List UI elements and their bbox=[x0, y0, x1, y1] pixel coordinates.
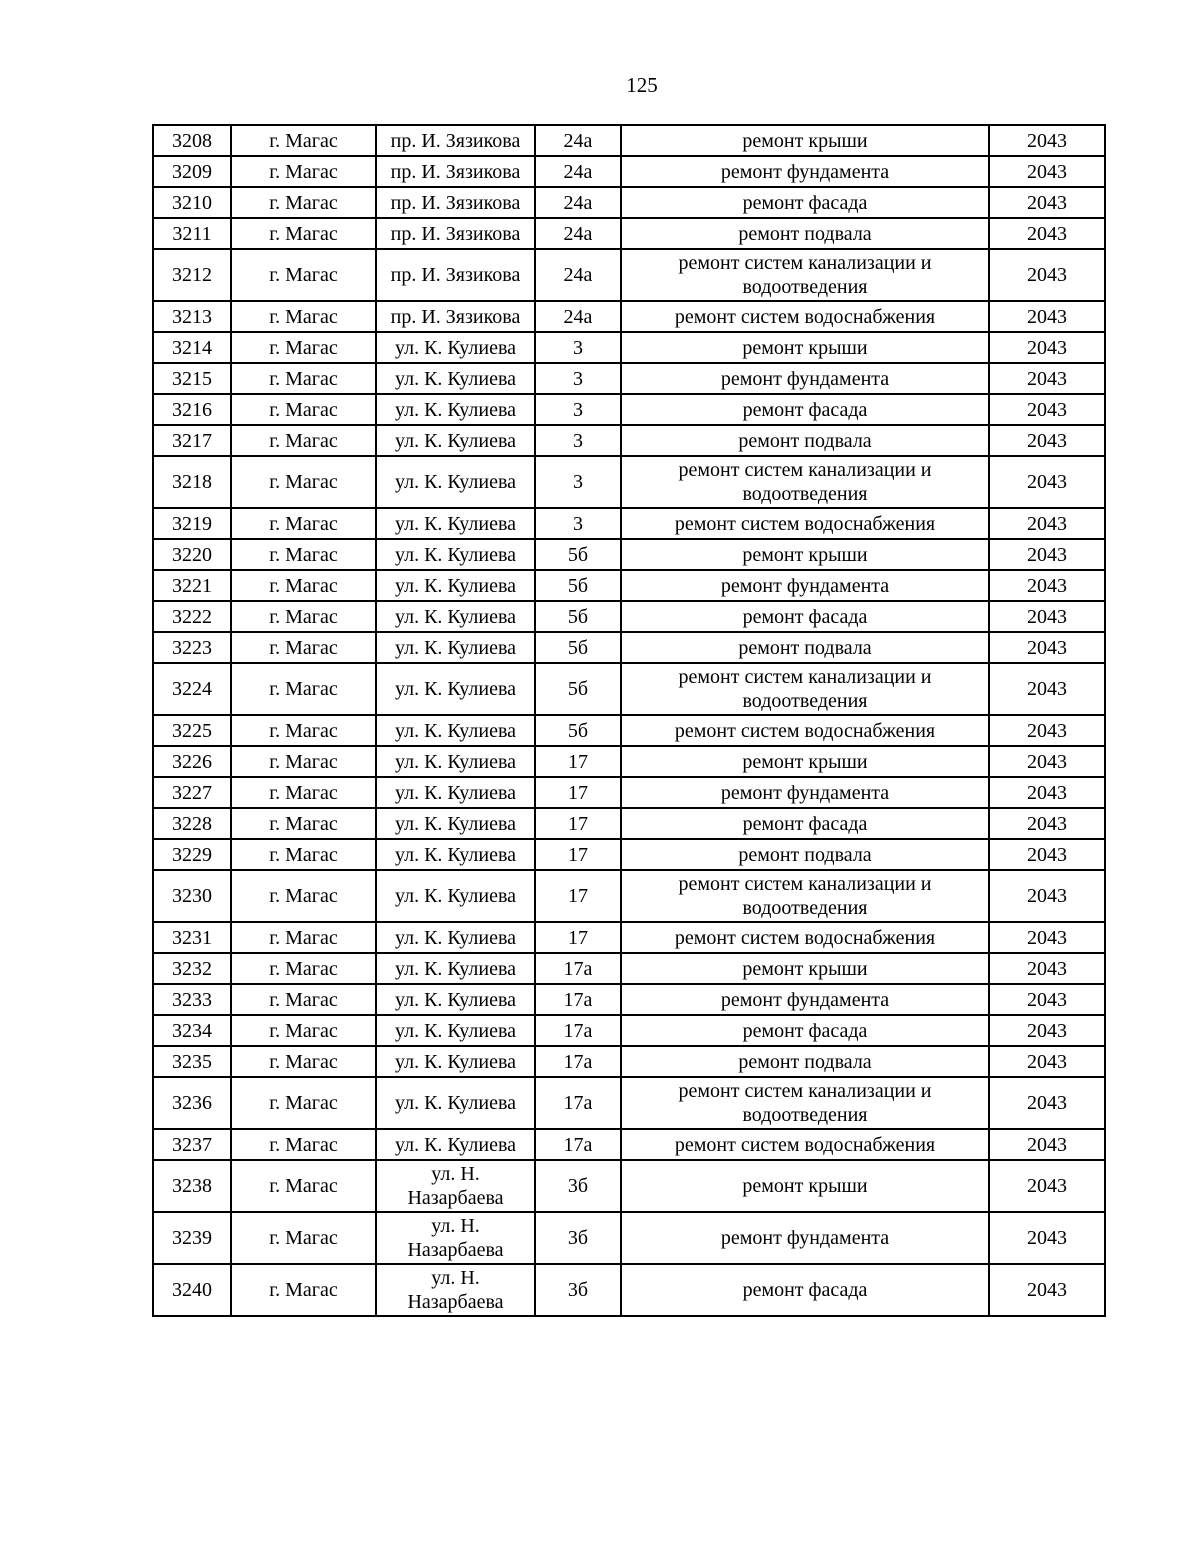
work-type-cell: ремонт фасада bbox=[621, 394, 989, 425]
work-type-cell: ремонт фасада bbox=[621, 601, 989, 632]
house-number-cell: 24а bbox=[535, 218, 621, 249]
table-row bbox=[153, 870, 1105, 922]
city-cell: г. Магас bbox=[231, 715, 376, 746]
street-cell: ул. К. Кулиева bbox=[376, 539, 535, 570]
city-cell: г. Магас bbox=[231, 777, 376, 808]
work-type-cell: ремонт систем водоснабжения bbox=[621, 1129, 989, 1160]
year-cell: 2043 bbox=[989, 363, 1105, 394]
house-number-cell: 17а bbox=[535, 1015, 621, 1046]
row-number-cell: 3222 bbox=[153, 601, 231, 632]
work-type-cell: ремонт систем канализации и водоотведения bbox=[621, 663, 989, 715]
street-cell: ул. К. Кулиева bbox=[376, 394, 535, 425]
table-row bbox=[153, 570, 1105, 601]
row-number-cell: 3234 bbox=[153, 1015, 231, 1046]
table-body bbox=[153, 125, 1105, 1316]
year-cell: 2043 bbox=[989, 456, 1105, 508]
street-cell: ул. К. Кулиева bbox=[376, 1129, 535, 1160]
table-row bbox=[153, 984, 1105, 1015]
work-type-cell: ремонт систем водоснабжения bbox=[621, 922, 989, 953]
table-row bbox=[153, 156, 1105, 187]
house-number-cell: 5б bbox=[535, 632, 621, 663]
house-number-cell: 5б bbox=[535, 539, 621, 570]
page-number: 125 bbox=[626, 73, 658, 97]
table-row bbox=[153, 1212, 1105, 1264]
work-type-cell: ремонт фундамента bbox=[621, 156, 989, 187]
city-cell: г. Магас bbox=[231, 601, 376, 632]
street-cell: ул. Н. Назарбаева bbox=[376, 1160, 535, 1212]
work-type-cell: ремонт крыши bbox=[621, 746, 989, 777]
row-number-cell: 3229 bbox=[153, 839, 231, 870]
city-cell: г. Магас bbox=[231, 218, 376, 249]
year-cell: 2043 bbox=[989, 218, 1105, 249]
work-type-cell: ремонт крыши bbox=[621, 125, 989, 156]
house-number-cell: 17а bbox=[535, 953, 621, 984]
city-cell: г. Магас bbox=[231, 156, 376, 187]
city-cell: г. Магас bbox=[231, 539, 376, 570]
city-cell: г. Магас bbox=[231, 301, 376, 332]
city-cell: г. Магас bbox=[231, 839, 376, 870]
work-type-cell: ремонт систем канализации и водоотведения bbox=[621, 1077, 989, 1129]
house-number-cell: 5б bbox=[535, 715, 621, 746]
street-cell: ул. К. Кулиева bbox=[376, 922, 535, 953]
street-cell: ул. К. Кулиева bbox=[376, 332, 535, 363]
year-cell: 2043 bbox=[989, 808, 1105, 839]
house-number-cell: 3 bbox=[535, 508, 621, 539]
year-cell: 2043 bbox=[989, 632, 1105, 663]
house-number-cell: 5б bbox=[535, 601, 621, 632]
house-number-cell: 3б bbox=[535, 1264, 621, 1316]
table-row bbox=[153, 746, 1105, 777]
street-cell: ул. К. Кулиева bbox=[376, 953, 535, 984]
year-cell: 2043 bbox=[989, 539, 1105, 570]
city-cell: г. Магас bbox=[231, 394, 376, 425]
table-row bbox=[153, 1015, 1105, 1046]
table-row bbox=[153, 839, 1105, 870]
year-cell: 2043 bbox=[989, 1264, 1105, 1316]
table-row bbox=[153, 1077, 1105, 1129]
year-cell: 2043 bbox=[989, 1129, 1105, 1160]
street-cell: ул. К. Кулиева bbox=[376, 808, 535, 839]
table-row bbox=[153, 715, 1105, 746]
year-cell: 2043 bbox=[989, 394, 1105, 425]
work-type-cell: ремонт фундамента bbox=[621, 1212, 989, 1264]
house-number-cell: 17 bbox=[535, 870, 621, 922]
row-number-cell: 3220 bbox=[153, 539, 231, 570]
row-number-cell: 3235 bbox=[153, 1046, 231, 1077]
table-row bbox=[153, 218, 1105, 249]
street-cell: ул. К. Кулиева bbox=[376, 456, 535, 508]
house-number-cell: 17 bbox=[535, 746, 621, 777]
year-cell: 2043 bbox=[989, 922, 1105, 953]
house-number-cell: 3б bbox=[535, 1160, 621, 1212]
table-row bbox=[153, 953, 1105, 984]
year-cell: 2043 bbox=[989, 870, 1105, 922]
city-cell: г. Магас bbox=[231, 1160, 376, 1212]
street-cell: ул. Н. Назарбаева bbox=[376, 1212, 535, 1264]
table-row bbox=[153, 301, 1105, 332]
year-cell: 2043 bbox=[989, 715, 1105, 746]
city-cell: г. Магас bbox=[231, 332, 376, 363]
city-cell: г. Магас bbox=[231, 1212, 376, 1264]
city-cell: г. Магас bbox=[231, 508, 376, 539]
work-type-cell: ремонт подвала bbox=[621, 1046, 989, 1077]
work-type-cell: ремонт крыши bbox=[621, 1160, 989, 1212]
row-number-cell: 3221 bbox=[153, 570, 231, 601]
table-row bbox=[153, 125, 1105, 156]
work-type-cell: ремонт систем канализации и водоотведения bbox=[621, 249, 989, 301]
house-number-cell: 17а bbox=[535, 984, 621, 1015]
table-row bbox=[153, 332, 1105, 363]
table-row bbox=[153, 1160, 1105, 1212]
year-cell: 2043 bbox=[989, 125, 1105, 156]
row-number-cell: 3213 bbox=[153, 301, 231, 332]
house-number-cell: 17 bbox=[535, 922, 621, 953]
table-row bbox=[153, 394, 1105, 425]
table-row bbox=[153, 632, 1105, 663]
table-row bbox=[153, 249, 1105, 301]
street-cell: ул. К. Кулиева bbox=[376, 839, 535, 870]
row-number-cell: 3239 bbox=[153, 1212, 231, 1264]
house-number-cell: 3 bbox=[535, 332, 621, 363]
row-number-cell: 3215 bbox=[153, 363, 231, 394]
house-number-cell: 24а bbox=[535, 301, 621, 332]
year-cell: 2043 bbox=[989, 156, 1105, 187]
house-number-cell: 3 bbox=[535, 456, 621, 508]
city-cell: г. Магас bbox=[231, 663, 376, 715]
city-cell: г. Магас bbox=[231, 1129, 376, 1160]
city-cell: г. Магас bbox=[231, 1046, 376, 1077]
year-cell: 2043 bbox=[989, 601, 1105, 632]
row-number-cell: 3223 bbox=[153, 632, 231, 663]
table-row bbox=[153, 601, 1105, 632]
work-type-cell: ремонт подвала bbox=[621, 839, 989, 870]
city-cell: г. Магас bbox=[231, 425, 376, 456]
year-cell: 2043 bbox=[989, 1160, 1105, 1212]
row-number-cell: 3240 bbox=[153, 1264, 231, 1316]
city-cell: г. Магас bbox=[231, 808, 376, 839]
work-type-cell: ремонт фасада bbox=[621, 1264, 989, 1316]
row-number-cell: 3238 bbox=[153, 1160, 231, 1212]
house-number-cell: 3 bbox=[535, 394, 621, 425]
year-cell: 2043 bbox=[989, 953, 1105, 984]
row-number-cell: 3233 bbox=[153, 984, 231, 1015]
table-row bbox=[153, 663, 1105, 715]
row-number-cell: 3218 bbox=[153, 456, 231, 508]
row-number-cell: 3224 bbox=[153, 663, 231, 715]
row-number-cell: 3228 bbox=[153, 808, 231, 839]
table-row bbox=[153, 456, 1105, 508]
street-cell: ул. К. Кулиева bbox=[376, 601, 535, 632]
street-cell: ул. К. Кулиева bbox=[376, 632, 535, 663]
city-cell: г. Магас bbox=[231, 125, 376, 156]
year-cell: 2043 bbox=[989, 777, 1105, 808]
work-type-cell: ремонт систем водоснабжения bbox=[621, 715, 989, 746]
year-cell: 2043 bbox=[989, 1212, 1105, 1264]
work-type-cell: ремонт систем водоснабжения bbox=[621, 508, 989, 539]
year-cell: 2043 bbox=[989, 332, 1105, 363]
work-type-cell: ремонт фундамента bbox=[621, 570, 989, 601]
city-cell: г. Магас bbox=[231, 870, 376, 922]
row-number-cell: 3209 bbox=[153, 156, 231, 187]
house-number-cell: 3б bbox=[535, 1212, 621, 1264]
work-type-cell: ремонт фундамента bbox=[621, 984, 989, 1015]
work-type-cell: ремонт систем водоснабжения bbox=[621, 301, 989, 332]
house-number-cell: 24а bbox=[535, 125, 621, 156]
row-number-cell: 3227 bbox=[153, 777, 231, 808]
city-cell: г. Магас bbox=[231, 363, 376, 394]
street-cell: ул. К. Кулиева bbox=[376, 870, 535, 922]
row-number-cell: 3231 bbox=[153, 922, 231, 953]
row-number-cell: 3210 bbox=[153, 187, 231, 218]
row-number-cell: 3225 bbox=[153, 715, 231, 746]
table-row bbox=[153, 425, 1105, 456]
street-cell: пр. И. Зязикова bbox=[376, 156, 535, 187]
table-row bbox=[153, 363, 1105, 394]
house-number-cell: 5б bbox=[535, 663, 621, 715]
year-cell: 2043 bbox=[989, 187, 1105, 218]
city-cell: г. Магас bbox=[231, 456, 376, 508]
table-row bbox=[153, 1046, 1105, 1077]
house-number-cell: 3 bbox=[535, 425, 621, 456]
house-number-cell: 3 bbox=[535, 363, 621, 394]
city-cell: г. Магас bbox=[231, 632, 376, 663]
house-number-cell: 17 bbox=[535, 808, 621, 839]
city-cell: г. Магас bbox=[231, 187, 376, 218]
work-type-cell: ремонт подвала bbox=[621, 632, 989, 663]
row-number-cell: 3226 bbox=[153, 746, 231, 777]
house-number-cell: 17а bbox=[535, 1129, 621, 1160]
table-row bbox=[153, 1264, 1105, 1316]
house-number-cell: 24а bbox=[535, 156, 621, 187]
table-row bbox=[153, 922, 1105, 953]
table-row bbox=[153, 1129, 1105, 1160]
city-cell: г. Магас bbox=[231, 1077, 376, 1129]
work-type-cell: ремонт фасада bbox=[621, 187, 989, 218]
street-cell: пр. И. Зязикова bbox=[376, 187, 535, 218]
year-cell: 2043 bbox=[989, 1077, 1105, 1129]
street-cell: ул. К. Кулиева bbox=[376, 663, 535, 715]
street-cell: ул. К. Кулиева bbox=[376, 746, 535, 777]
work-type-cell: ремонт подвала bbox=[621, 425, 989, 456]
house-number-cell: 17а bbox=[535, 1077, 621, 1129]
street-cell: пр. И. Зязикова bbox=[376, 301, 535, 332]
house-number-cell: 24а bbox=[535, 187, 621, 218]
city-cell: г. Магас bbox=[231, 746, 376, 777]
street-cell: ул. Н. Назарбаева bbox=[376, 1264, 535, 1316]
table-row bbox=[153, 187, 1105, 218]
city-cell: г. Магас bbox=[231, 953, 376, 984]
row-number-cell: 3217 bbox=[153, 425, 231, 456]
house-number-cell: 17 bbox=[535, 839, 621, 870]
house-number-cell: 17 bbox=[535, 777, 621, 808]
year-cell: 2043 bbox=[989, 1046, 1105, 1077]
house-number-cell: 5б bbox=[535, 570, 621, 601]
work-type-cell: ремонт крыши bbox=[621, 953, 989, 984]
street-cell: ул. К. Кулиева bbox=[376, 570, 535, 601]
street-cell: ул. К. Кулиева bbox=[376, 508, 535, 539]
row-number-cell: 3237 bbox=[153, 1129, 231, 1160]
street-cell: пр. И. Зязикова bbox=[376, 125, 535, 156]
street-cell: ул. К. Кулиева bbox=[376, 1077, 535, 1129]
house-number-cell: 17а bbox=[535, 1046, 621, 1077]
city-cell: г. Магас bbox=[231, 984, 376, 1015]
year-cell: 2043 bbox=[989, 663, 1105, 715]
city-cell: г. Магас bbox=[231, 570, 376, 601]
work-type-cell: ремонт фундамента bbox=[621, 363, 989, 394]
year-cell: 2043 bbox=[989, 839, 1105, 870]
work-type-cell: ремонт крыши bbox=[621, 539, 989, 570]
year-cell: 2043 bbox=[989, 508, 1105, 539]
table-row bbox=[153, 508, 1105, 539]
street-cell: пр. И. Зязикова bbox=[376, 218, 535, 249]
work-type-cell: ремонт фундамента bbox=[621, 777, 989, 808]
year-cell: 2043 bbox=[989, 249, 1105, 301]
row-number-cell: 3219 bbox=[153, 508, 231, 539]
year-cell: 2043 bbox=[989, 984, 1105, 1015]
street-cell: ул. К. Кулиева bbox=[376, 777, 535, 808]
street-cell: ул. К. Кулиева bbox=[376, 984, 535, 1015]
row-number-cell: 3230 bbox=[153, 870, 231, 922]
year-cell: 2043 bbox=[989, 1015, 1105, 1046]
year-cell: 2043 bbox=[989, 570, 1105, 601]
street-cell: ул. К. Кулиева bbox=[376, 425, 535, 456]
street-cell: пр. И. Зязикова bbox=[376, 249, 535, 301]
row-number-cell: 3211 bbox=[153, 218, 231, 249]
year-cell: 2043 bbox=[989, 425, 1105, 456]
city-cell: г. Магас bbox=[231, 1264, 376, 1316]
street-cell: ул. К. Кулиева bbox=[376, 715, 535, 746]
table-row bbox=[153, 539, 1105, 570]
street-cell: ул. К. Кулиева bbox=[376, 1046, 535, 1077]
city-cell: г. Магас bbox=[231, 1015, 376, 1046]
row-number-cell: 3208 bbox=[153, 125, 231, 156]
row-number-cell: 3232 bbox=[153, 953, 231, 984]
year-cell: 2043 bbox=[989, 301, 1105, 332]
row-number-cell: 3216 bbox=[153, 394, 231, 425]
year-cell: 2043 bbox=[989, 746, 1105, 777]
city-cell: г. Магас bbox=[231, 249, 376, 301]
work-type-cell: ремонт подвала bbox=[621, 218, 989, 249]
row-number-cell: 3214 bbox=[153, 332, 231, 363]
street-cell: ул. К. Кулиева bbox=[376, 1015, 535, 1046]
city-cell: г. Магас bbox=[231, 922, 376, 953]
work-type-cell: ремонт фасада bbox=[621, 808, 989, 839]
work-type-cell: ремонт фасада bbox=[621, 1015, 989, 1046]
table-row bbox=[153, 808, 1105, 839]
row-number-cell: 3236 bbox=[153, 1077, 231, 1129]
repair-schedule-table bbox=[152, 124, 1106, 1317]
house-number-cell: 24а bbox=[535, 249, 621, 301]
row-number-cell: 3212 bbox=[153, 249, 231, 301]
work-type-cell: ремонт систем канализации и водоотведения bbox=[621, 456, 989, 508]
street-cell: ул. К. Кулиева bbox=[376, 363, 535, 394]
work-type-cell: ремонт систем канализации и водоотведения bbox=[621, 870, 989, 922]
work-type-cell: ремонт крыши bbox=[621, 332, 989, 363]
table-row bbox=[153, 777, 1105, 808]
